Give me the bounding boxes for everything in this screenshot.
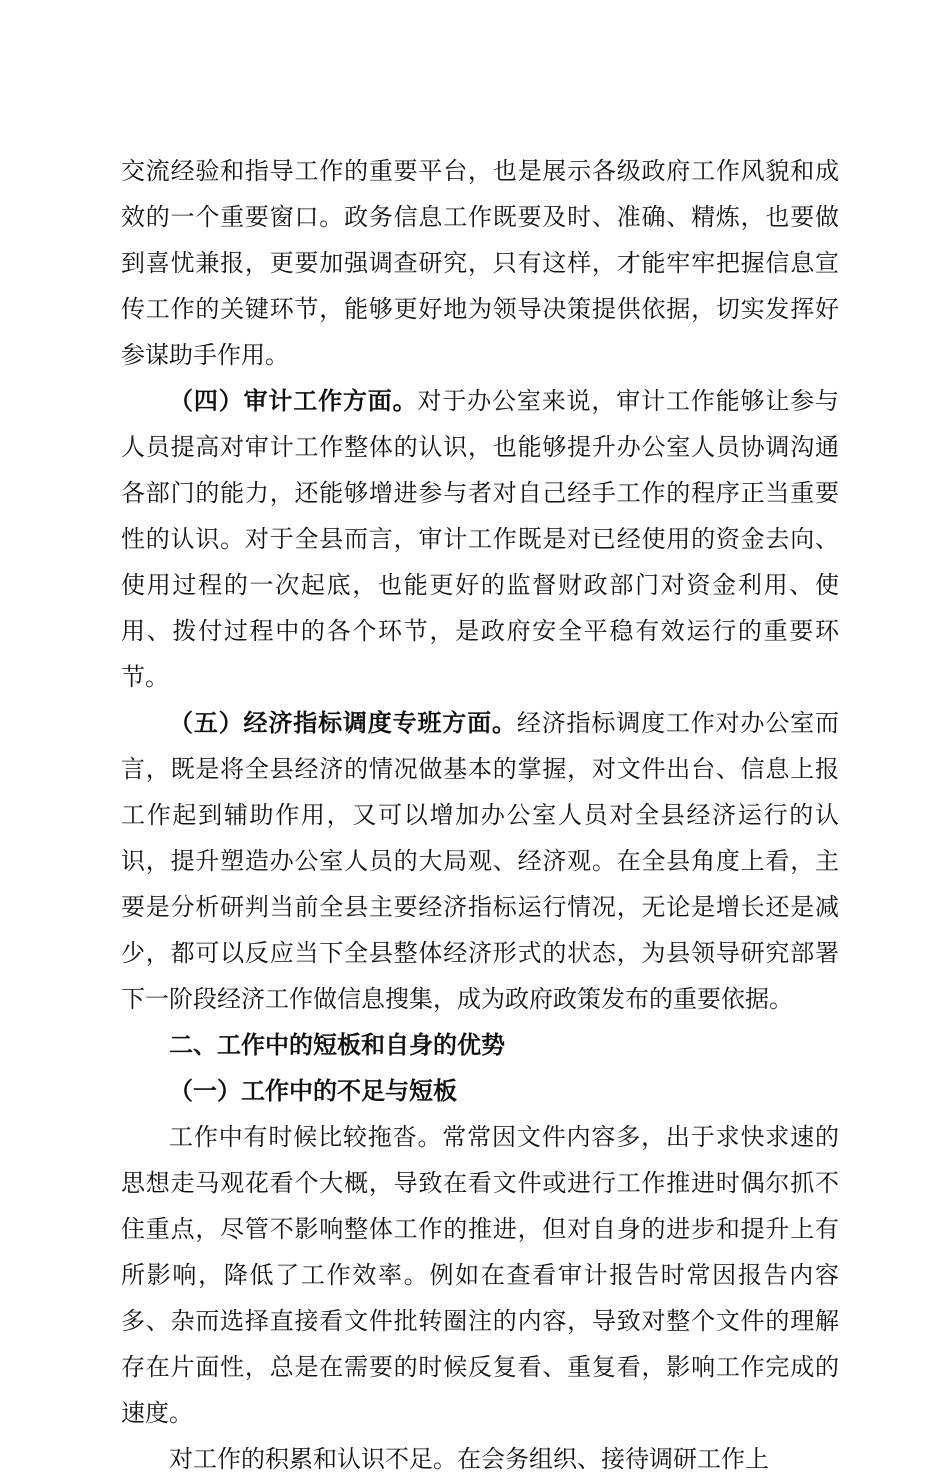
paragraph-text: 工作中有时候比较拖沓。常常因文件内容多，出于求快求速的思想走马观花看个大概，导致在看文件或进行工作推进时偶尔抓不住重点，尽管不影响整体工作的推进，但对自身的进步和提升上有所影响，降低了工作效率。例如在查看审计报告时常因报告内容多、杂而选择直接看文件批转圈注的内容，导致对整个文件的理解存在片面性，总是在需要的时候反复看、重复看，影响工作完成的速度。: [121, 1123, 839, 1427]
paragraph-lead-economic: （五）经济指标调度专班方面。: [169, 708, 517, 737]
paragraph-text: 交流经验和指导工作的重要平台，也是展示各级政府工作风貌和成效的一个重要窗口。政务信息工作既要及时、准确、精炼，也要做到喜忧兼报，更要加强调查研究，只有这样，才能牢牢把握信息宣传工作的关键环节，能够更好地为领导决策提供依据，切实发挥好参谋助手作用。: [121, 157, 839, 369]
paragraph-accumulation: [121, 1436, 839, 1482]
paragraph-economic-indicators: [121, 700, 839, 1022]
paragraph-text: 对工作的积累和认识不足。在会务组织、接待调研工作上: [169, 1445, 769, 1473]
section-heading: 二、工作中的短板和自身的优势: [169, 1031, 505, 1059]
document-body: [121, 148, 839, 1482]
subsection-heading: （一）工作中的不足与短板: [169, 1076, 457, 1105]
paragraph-text: 经济指标调度工作对办公室而言，既是将全县经济的情况做基本的掌握，对文件出台、信息上报工作起到辅助作用，又可以增加办公室人员对全县经济运行的认识，提升塑造办公室人员的大局观、经济观。在全县角度上看，主要是分析研判当前全县主要经济指标运行情况，无论是增长还是减少，都可以反应当下全县整体经济形式的状态，为县领导研究部署下一阶段经济工作做信息搜集，成为政府政策发布的重要依据。: [121, 709, 840, 1013]
paragraph-audit: [121, 378, 839, 700]
paragraph-continuation: [121, 148, 839, 378]
paragraph-procrastination: [121, 1114, 839, 1436]
paragraph-text: 对于办公室来说，审计工作能够让参与人员提高对审计工作整体的认识，也能够提升办公室人员协调沟通各部门的能力，还能够增进参与者对自己经手工作的程序正当重要性的认识。对于全县而言，审计工作既是对已经使用的资金去向、使用过程的一次起底，也能更好的监督财政部门对资金利用、使用、拨付过程中的各个环节，是政府安全平稳有效运行的重要环节。: [121, 387, 840, 691]
paragraph-lead-audit: （四）审计工作方面。: [169, 386, 418, 415]
